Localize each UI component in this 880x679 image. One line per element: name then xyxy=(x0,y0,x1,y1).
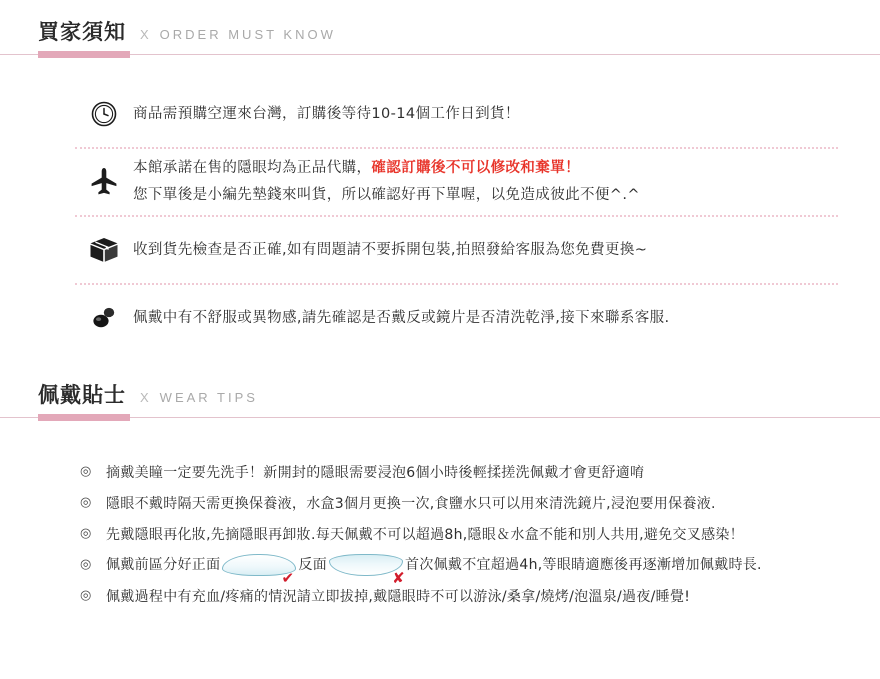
notice-text xyxy=(133,305,840,332)
contact-lens-icon xyxy=(75,306,133,330)
section-title-en: ORDER MUST KNOW xyxy=(159,27,336,42)
lens-wrong-illustration xyxy=(329,552,406,587)
notice-text xyxy=(133,237,840,264)
section-separator: X xyxy=(140,27,150,42)
heading-accent-bar xyxy=(38,414,130,421)
tip-text: 先戴隱眼再化妝,先摘隱眼再卸妝.每天佩戴不可以超過8h,隱眼＆水盒不能和別人共用,避免交叉感染！ xyxy=(106,526,744,543)
heading-rule xyxy=(0,417,880,418)
notice-row xyxy=(75,81,840,147)
bullet-icon: ◎ xyxy=(80,557,92,572)
section-title-cn: 佩戴貼士 xyxy=(38,383,126,407)
lens-correct-illustration xyxy=(222,552,296,587)
tip-text-before: 佩戴前區分好正面 xyxy=(106,556,221,573)
notice-row xyxy=(75,217,840,283)
section-title-cn: 買家須知 xyxy=(38,20,126,44)
tip-item xyxy=(80,487,840,518)
correct-mark-icon: ✔ xyxy=(281,568,295,587)
clock-icon xyxy=(75,101,133,127)
notice-line: 佩戴中有不舒服或異物感,請先確認是否戴反或鏡片是否清洗乾淨,接下來聯系客服. xyxy=(133,309,670,326)
section-separator: X xyxy=(140,390,150,405)
notice-text xyxy=(133,101,840,128)
notice-text xyxy=(133,155,840,209)
notice-line-warning: 確認訂購後不可以修改和棄單！ xyxy=(371,160,581,177)
tip-text-middle: 反面 xyxy=(298,556,328,573)
notice-list xyxy=(0,81,880,351)
tip-text: 摘戴美瞳一定要先洗手！新開封的隱眼需要浸泡6個小時後輕揉搓洗佩戴才會更舒適唷 xyxy=(106,464,645,481)
tip-item-lens-orientation xyxy=(80,549,840,587)
wrong-mark-icon: ✘ xyxy=(392,568,406,587)
tip-item xyxy=(80,456,840,487)
notice-line xyxy=(133,155,840,182)
airplane-icon xyxy=(75,167,133,197)
tip-text: 隱眼不戴時隔天需更換保養液，水盒3個月更換一次,食鹽水只可以用來清洗鏡片,浸泡要用保養液. xyxy=(106,495,716,512)
bullet-icon: ◎ xyxy=(80,464,92,479)
section-heading xyxy=(0,385,880,406)
section-title-en: WEAR TIPS xyxy=(159,390,258,405)
section-wear-tips xyxy=(0,351,880,611)
section-heading xyxy=(0,22,880,43)
tip-text xyxy=(106,552,840,587)
bullet-icon: ◎ xyxy=(80,588,92,603)
heading-accent-bar xyxy=(38,51,130,58)
notice-line: 商品需預購空運來台灣，訂購後等待10-14個工作日到貨！ xyxy=(133,105,520,122)
notice-line-normal: 本館承諾在售的隱眼均為正品代購， xyxy=(133,160,372,177)
notice-row xyxy=(75,285,840,351)
tip-text-after: 首次佩戴不宜超過4h,等眼睛適應後再逐漸增加佩戴時長. xyxy=(405,556,762,573)
tip-text: 佩戴過程中有充血/疼痛的情況請立即拔掉,戴隱眼時不可以游泳/桑拿/燒烤/泡溫泉/過夜/睡覺! xyxy=(106,588,691,605)
bullet-icon: ◎ xyxy=(80,495,92,510)
bullet-icon: ◎ xyxy=(80,526,92,541)
heading-rule xyxy=(0,54,880,55)
tips-list xyxy=(0,456,880,611)
notice-row xyxy=(75,149,840,215)
tip-item xyxy=(80,518,840,549)
notice-line: 收到貨先檢查是否正確,如有問題請不要拆開包裝,拍照發給客服為您免費更換~ xyxy=(133,241,648,258)
notice-line: 您下單後是小編先墊錢來叫貨，所以確認好再下單喔，以免造成彼此不便^.^ xyxy=(133,187,640,203)
package-box-icon xyxy=(75,237,133,263)
tip-item xyxy=(80,580,840,611)
